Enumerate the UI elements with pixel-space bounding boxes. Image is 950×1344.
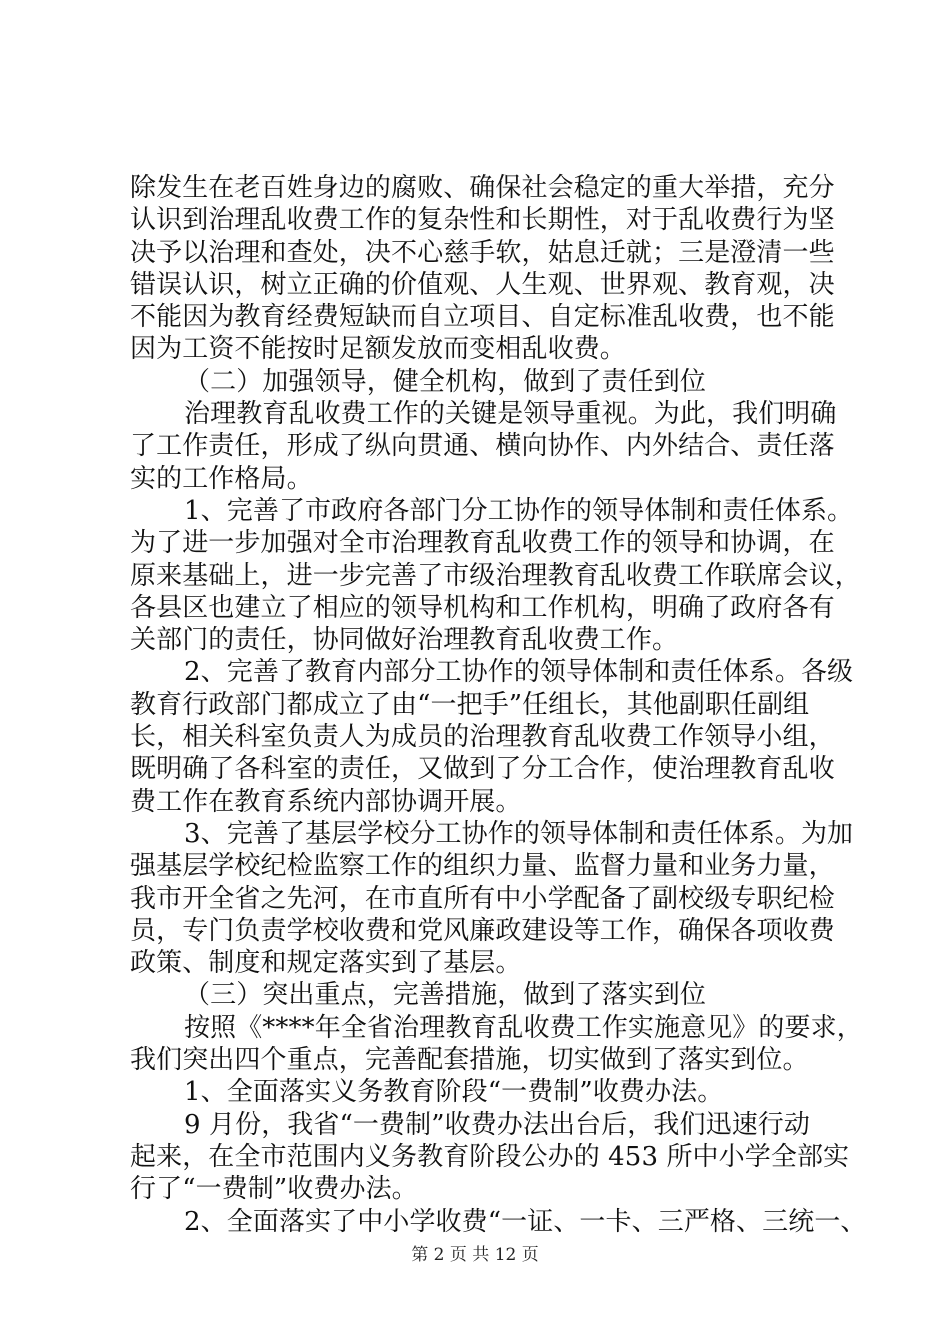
text-line: （三）突出重点，完善措施，做到了落实到位 <box>184 980 707 1011</box>
text-line: 不能因为教育经费短缺而自立项目、自定标准乱收费，也不能 <box>130 302 835 333</box>
document-body <box>130 172 867 1238</box>
text-line: 实的工作格局。 <box>130 463 313 494</box>
text-line: 既明确了各科室的责任，又做到了分工合作，使治理教育乱收 <box>130 754 835 785</box>
text-line: （二）加强领导，健全机构，做到了责任到位 <box>184 366 707 397</box>
text-line: 员，专门负责学校收费和党风廉政建设等工作，确保各项收费 <box>130 915 835 946</box>
page-footer: 第 2 页 共 12 页 <box>411 1245 539 1265</box>
text-line: 2、完善了教育内部分工协作的领导体制和责任体系。各级 <box>184 657 854 688</box>
text-line: 9 月份，我省“一费制”收费办法出台后，我们迅速行动 <box>184 1109 810 1140</box>
text-line: 1、完善了市政府各部门分工协作的领导体制和责任体系。 <box>184 495 854 526</box>
text-line: 费工作在教育系统内部协调开展。 <box>130 786 522 817</box>
text-line: 关部门的责任，协同做好治理教育乱收费工作。 <box>130 625 679 656</box>
text-line: 政策、制度和规定落实到了基层。 <box>130 948 522 979</box>
text-line: 长，相关科室负责人为成员的治理教育乱收费工作领导小组， <box>130 722 835 753</box>
text-line: 我们突出四个重点，完善配套措施，切实做到了落实到位。 <box>130 1045 809 1076</box>
text-line: 按照《****年全省治理教育乱收费工作实施意见》的要求， <box>184 1012 863 1043</box>
text-line: 为了进一步加强对全市治理教育乱收费工作的领导和协调，在 <box>130 528 835 559</box>
text-line: 3、完善了基层学校分工协作的领导体制和责任体系。为加 <box>184 818 854 849</box>
text-line: 决予以治理和查处，决不心慈手软，姑息迁就；三是澄清一些 <box>130 237 835 268</box>
text-line: 因为工资不能按时足额发放而变相乱收费。 <box>130 334 626 365</box>
text-line: 强基层学校纪检监察工作的组织力量、监督力量和业务力量， <box>130 851 835 882</box>
text-line: 2、全面落实了中小学收费“一证、一卡、三严格、三统一、 <box>184 1206 867 1237</box>
text-line: 原来基础上，进一步完善了市级治理教育乱收费工作联席会议， <box>130 560 861 591</box>
text-line: 治理教育乱收费工作的关键是领导重视。为此，我们明确 <box>184 399 837 430</box>
text-line: 除发生在老百姓身边的腐败、确保社会稳定的重大举措，充分 <box>130 173 835 203</box>
text-line: 1、全面落实义务教育阶段“一费制”收费办法。 <box>184 1077 724 1108</box>
text-line: 了工作责任，形成了纵向贯通、横向协作、内外结合、责任落 <box>130 431 835 462</box>
text-line: 各县区也建立了相应的领导机构和工作机构，明确了政府各有 <box>130 592 835 623</box>
text-line: 行了“一费制”收费办法。 <box>130 1174 418 1205</box>
text-line: 认识到治理乱收费工作的复杂性和长期性，对于乱收费行为坚 <box>130 205 835 236</box>
text-line: 起来，在全市范围内义务教育阶段公办的 453 所中小学全部实 <box>130 1141 850 1172</box>
text-line: 错误认识，树立正确的价值观、人生观、世界观、教育观，决 <box>130 269 835 300</box>
text-line: 教育行政部门都成立了由“一把手”任组长，其他副职任副组 <box>130 689 810 720</box>
text-line: 我市开全省之先河，在市直所有中小学配备了副校级专职纪检 <box>130 883 835 914</box>
